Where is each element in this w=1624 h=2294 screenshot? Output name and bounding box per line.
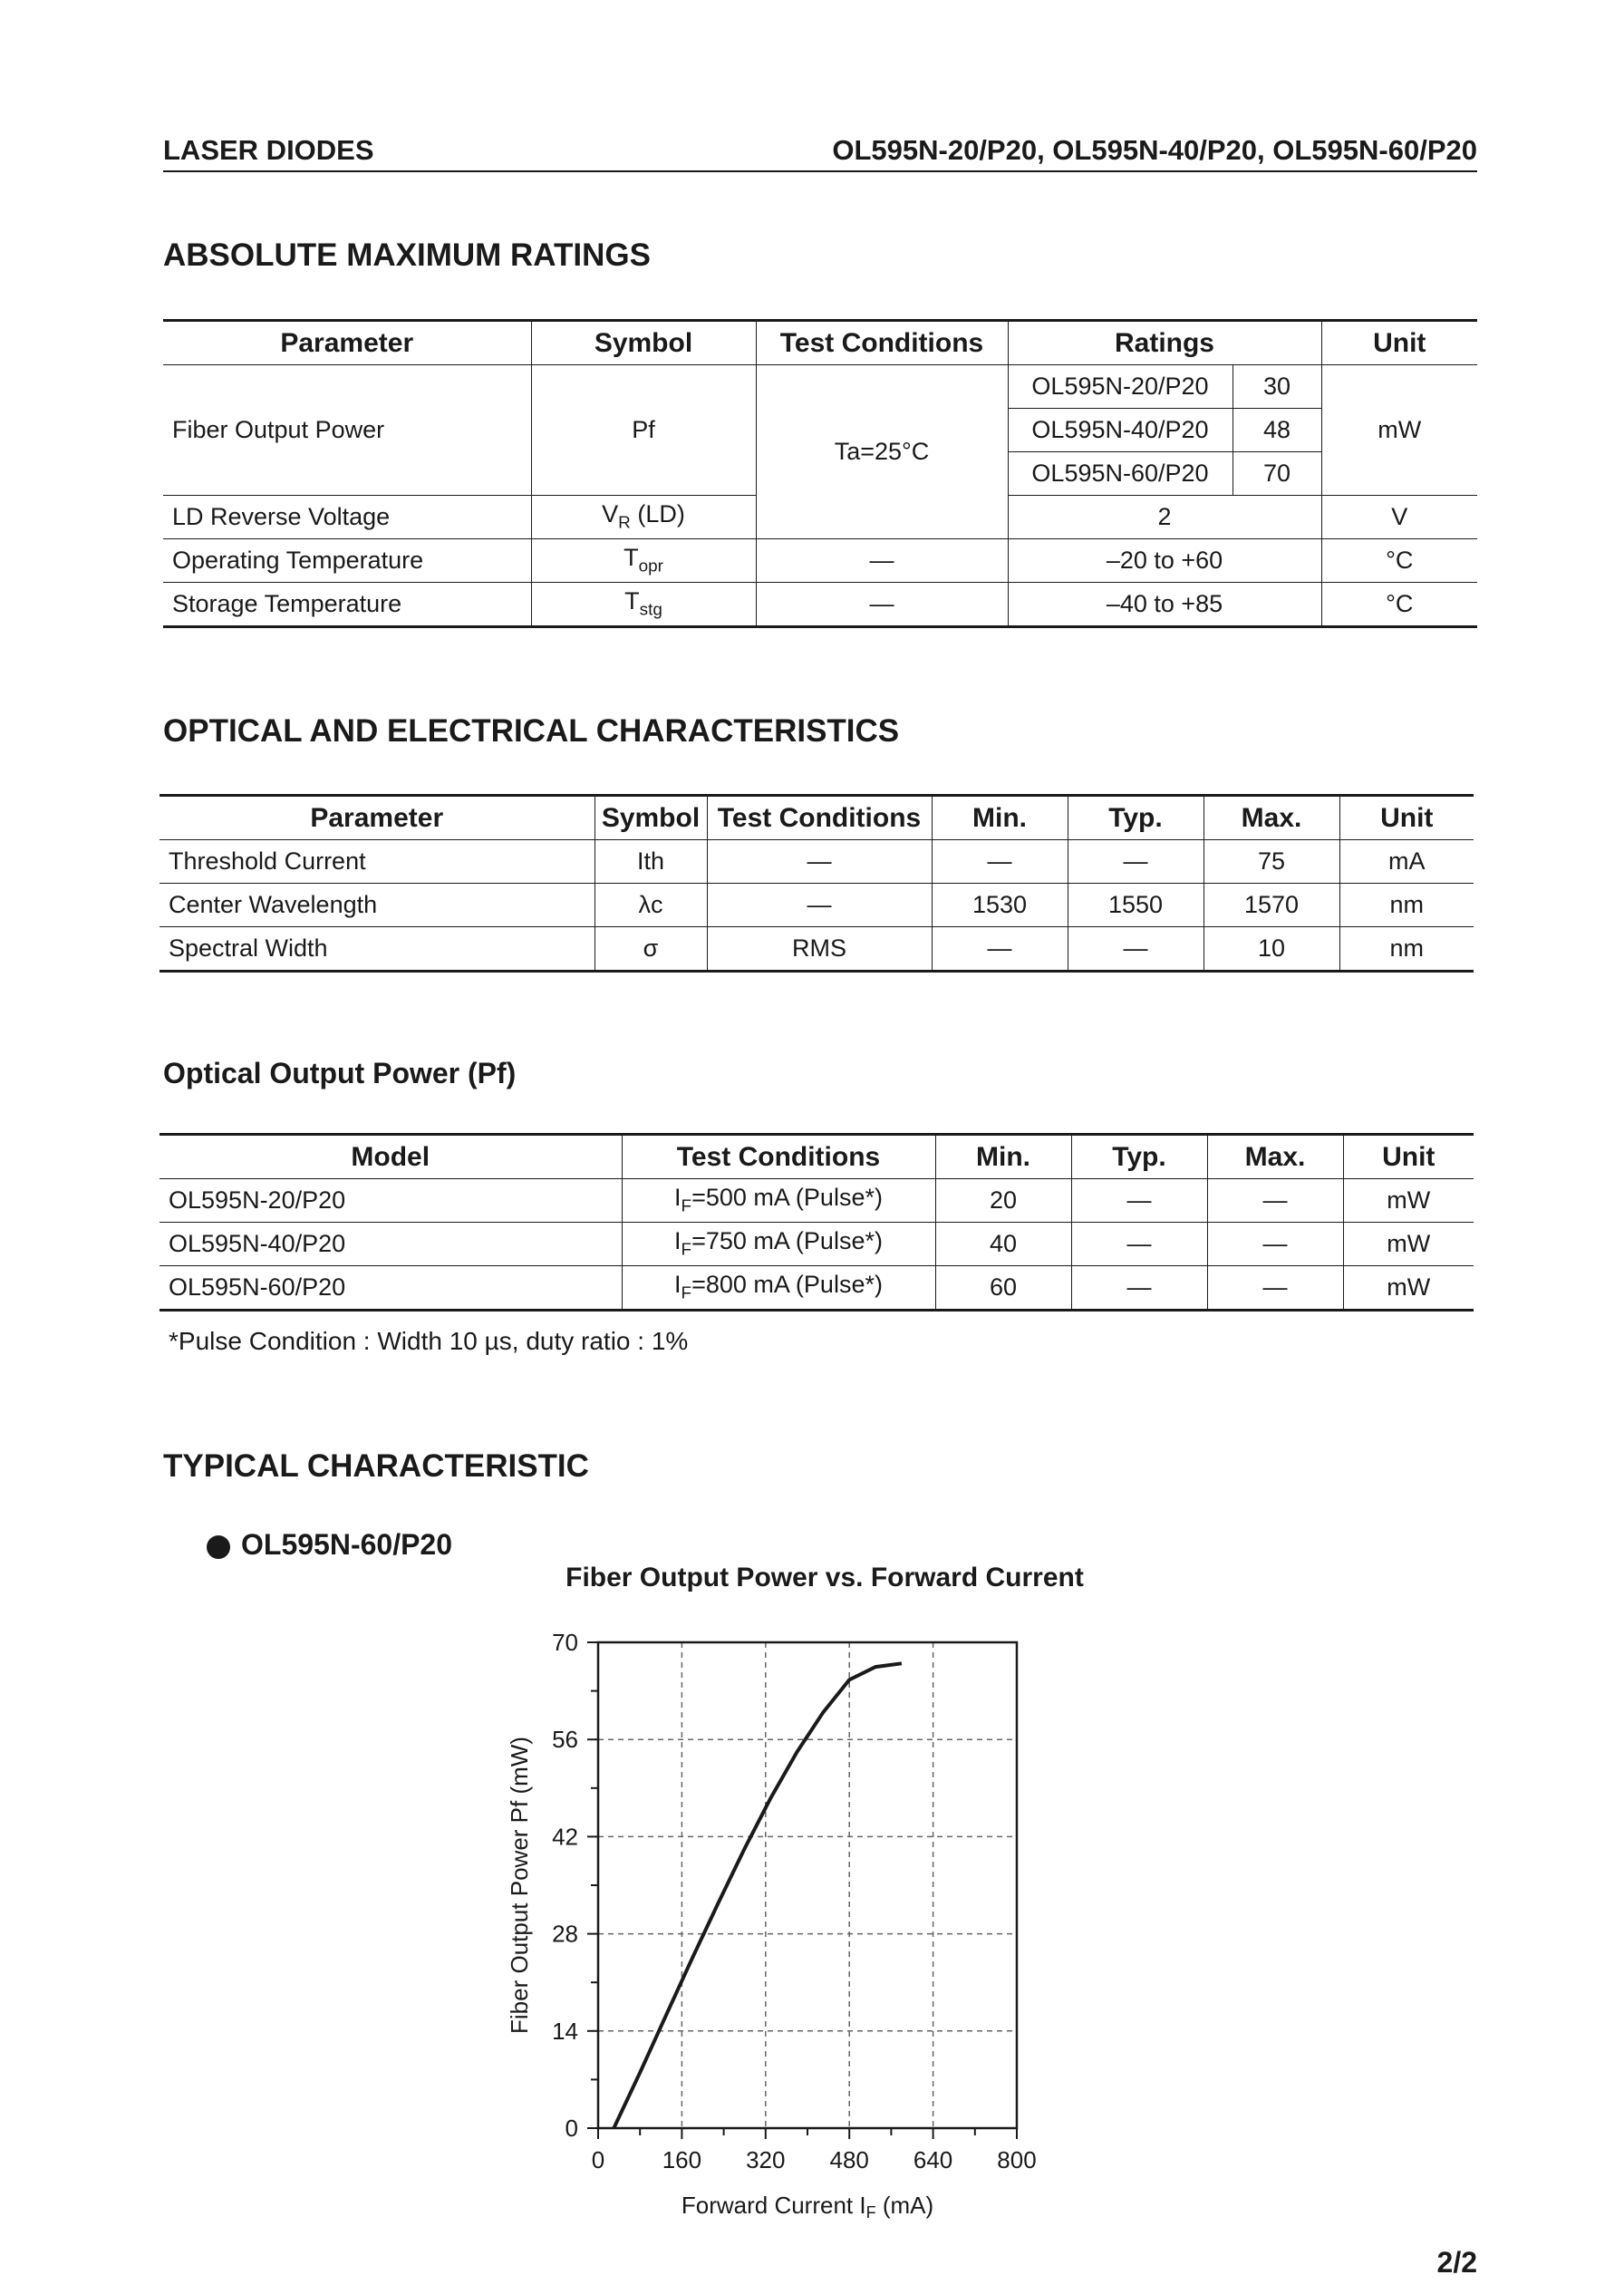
rating-topr: –20 to +60	[1008, 539, 1321, 583]
y-tick-label: 70	[552, 1629, 578, 1656]
col-parameter: Parameter	[160, 796, 594, 840]
unit-topr: °C	[1321, 539, 1477, 583]
cond-ta: Ta=25°C	[756, 365, 1008, 539]
table-header-row	[160, 1135, 1474, 1179]
cell: —	[1071, 1223, 1207, 1266]
chart-title: Fiber Output Power vs. Forward Current	[566, 1563, 1084, 1592]
col-parameter: Parameter	[163, 321, 531, 365]
symbol-pf: Pf	[531, 365, 756, 496]
unit-mw: mW	[1321, 365, 1477, 496]
typical-title: TYPICAL CHARACTERISTIC	[163, 1448, 589, 1484]
chart	[489, 1622, 1069, 2239]
cell: RMS	[707, 927, 932, 972]
param-operating-temp: Operating Temperature	[163, 539, 531, 583]
cell: nm	[1339, 884, 1474, 927]
table-row	[160, 1223, 1474, 1266]
col-symbol: Symbol	[594, 796, 707, 840]
y-tick-label: 56	[552, 1726, 578, 1754]
cell: λc	[594, 884, 707, 927]
cell: 40	[935, 1223, 1071, 1266]
cell: —	[932, 927, 1068, 972]
x-tick-label: 160	[662, 2146, 702, 2173]
rating-value: 70	[1232, 452, 1321, 496]
col-symbol: Symbol	[531, 321, 756, 365]
x-tick-label: 320	[746, 2146, 786, 2173]
table-row	[160, 840, 1474, 884]
col-test-conditions: Test Conditions	[756, 321, 1008, 365]
x-axis-label: Forward Current IF (mA)	[681, 2192, 934, 2221]
table-row	[163, 539, 1477, 583]
cell: nm	[1339, 927, 1474, 972]
page-header	[163, 131, 1477, 172]
col-model: Model	[160, 1135, 622, 1179]
x-tick-label: 480	[829, 2146, 869, 2173]
cell: —	[1207, 1266, 1343, 1311]
cell: Spectral Width	[160, 927, 594, 972]
x-tick-label: 0	[591, 2146, 605, 2173]
series-line	[614, 1663, 902, 2128]
col-min: Min.	[932, 796, 1068, 840]
cell-model: OL595N-60/P20	[160, 1266, 622, 1311]
symbol-tstg: $T_{stg}$	[531, 583, 756, 627]
table-header-row	[163, 321, 1477, 365]
cell: σ	[594, 927, 707, 972]
col-min: Min.	[935, 1135, 1071, 1179]
cell: 75	[1204, 840, 1339, 884]
col-typ: Typ.	[1068, 796, 1204, 840]
cell-condition: $I_F=500$ mA (Pulse*)	[622, 1179, 935, 1223]
x-tick-labels	[592, 2146, 1037, 2173]
symbol-topr: $T_{opr}$	[531, 539, 756, 583]
x-tick-label: 640	[913, 2146, 953, 2173]
col-test-conditions: Test Conditions	[622, 1135, 935, 1179]
pulse-note: *Pulse Condition : Width 10 µs, duty ratio : 1%	[169, 1327, 689, 1355]
x-tick-label: 800	[997, 2146, 1037, 2173]
cell: Ith	[594, 840, 707, 884]
cell: —	[1068, 927, 1204, 972]
cell: —	[1068, 840, 1204, 884]
rating-tstg: –40 to +85	[1008, 583, 1321, 627]
cell: —	[1071, 1266, 1207, 1311]
cell-model: OL595N-20/P20	[160, 1179, 622, 1223]
opt-elec-table	[160, 794, 1474, 973]
typical-model: OL595N-60/P20	[241, 1528, 453, 1561]
header-models: OL595N-20/P20, OL595N-40/P20, OL595N-60/P20	[832, 134, 1477, 166]
col-unit: Unit	[1343, 1135, 1474, 1179]
cell: 1530	[932, 884, 1068, 927]
cell: mW	[1343, 1179, 1474, 1223]
rating-value: 30	[1232, 365, 1321, 409]
y-axis-label: Fiber Output Power Pf (mW)	[506, 1737, 533, 2034]
y-tick-labels	[552, 1629, 578, 2142]
rating-model: OL595N-40/P20	[1008, 409, 1232, 452]
rating-model: OL595N-20/P20	[1008, 365, 1232, 409]
rating-value: 48	[1232, 409, 1321, 452]
chart-ticks	[587, 1642, 1017, 2139]
unit-v: V	[1321, 496, 1477, 539]
cell: —	[1071, 1179, 1207, 1223]
cell-condition: $I_F=800$ mA (Pulse*)	[622, 1266, 935, 1311]
param-fiber-output-power: Fiber Output Power	[163, 365, 531, 496]
cell: —	[707, 884, 932, 927]
abs-max-title: ABSOLUTE MAXIMUM RATINGS	[163, 237, 651, 273]
header-category: LASER DIODES	[163, 134, 374, 166]
col-unit: Unit	[1321, 321, 1477, 365]
table-row	[160, 884, 1474, 927]
table-header-row	[160, 796, 1474, 840]
col-ratings: Ratings	[1008, 321, 1321, 365]
rating-vr: 2	[1008, 496, 1321, 539]
col-test-conditions: Test Conditions	[707, 796, 932, 840]
chart-grid	[598, 1642, 1017, 2128]
cell: Threshold Current	[160, 840, 594, 884]
cell-model: OL595N-40/P20	[160, 1223, 622, 1266]
plot-frame	[598, 1642, 1017, 2128]
y-tick-label: 42	[552, 1823, 578, 1851]
rating-model: OL595N-60/P20	[1008, 452, 1232, 496]
cell: mA	[1339, 840, 1474, 884]
cond-tstg: —	[756, 583, 1008, 627]
cell: 10	[1204, 927, 1339, 972]
symbol-vr: $V_R$ (LD)	[531, 496, 756, 539]
cell: 1570	[1204, 884, 1339, 927]
table-row	[160, 1179, 1474, 1223]
param-ld-reverse-voltage: LD Reverse Voltage	[163, 496, 531, 539]
bullet-icon	[207, 1535, 230, 1559]
col-unit: Unit	[1339, 796, 1474, 840]
cell: —	[1207, 1223, 1343, 1266]
cell: Center Wavelength	[160, 884, 594, 927]
abs-max-table	[163, 319, 1477, 628]
cell: 20	[935, 1179, 1071, 1223]
cell: mW	[1343, 1266, 1474, 1311]
opt-elec-title: OPTICAL AND ELECTRICAL CHARACTERISTICS	[163, 713, 900, 749]
y-tick-label: 0	[565, 2115, 578, 2142]
unit-tstg: °C	[1321, 583, 1477, 627]
y-tick-label: 14	[552, 2017, 578, 2045]
cell: —	[707, 840, 932, 884]
cell: 60	[935, 1266, 1071, 1311]
table-row	[160, 927, 1474, 972]
param-storage-temp: Storage Temperature	[163, 583, 531, 627]
page-number: 2/2	[1436, 2246, 1477, 2279]
table-row	[163, 583, 1477, 627]
cond-topr: —	[756, 539, 1008, 583]
col-typ: Typ.	[1071, 1135, 1207, 1179]
opt-power-table	[160, 1133, 1474, 1312]
cell: —	[1207, 1179, 1343, 1223]
cell: —	[932, 840, 1068, 884]
col-max: Max.	[1207, 1135, 1343, 1179]
opt-power-title: Optical Output Power (Pf)	[163, 1057, 517, 1089]
table-row	[160, 1266, 1474, 1311]
col-max: Max.	[1204, 796, 1339, 840]
cell: mW	[1343, 1223, 1474, 1266]
cell: 1550	[1068, 884, 1204, 927]
y-tick-label: 28	[552, 1920, 578, 1948]
table-row	[163, 365, 1477, 409]
cell-condition: $I_F=750$ mA (Pulse*)	[622, 1223, 935, 1266]
